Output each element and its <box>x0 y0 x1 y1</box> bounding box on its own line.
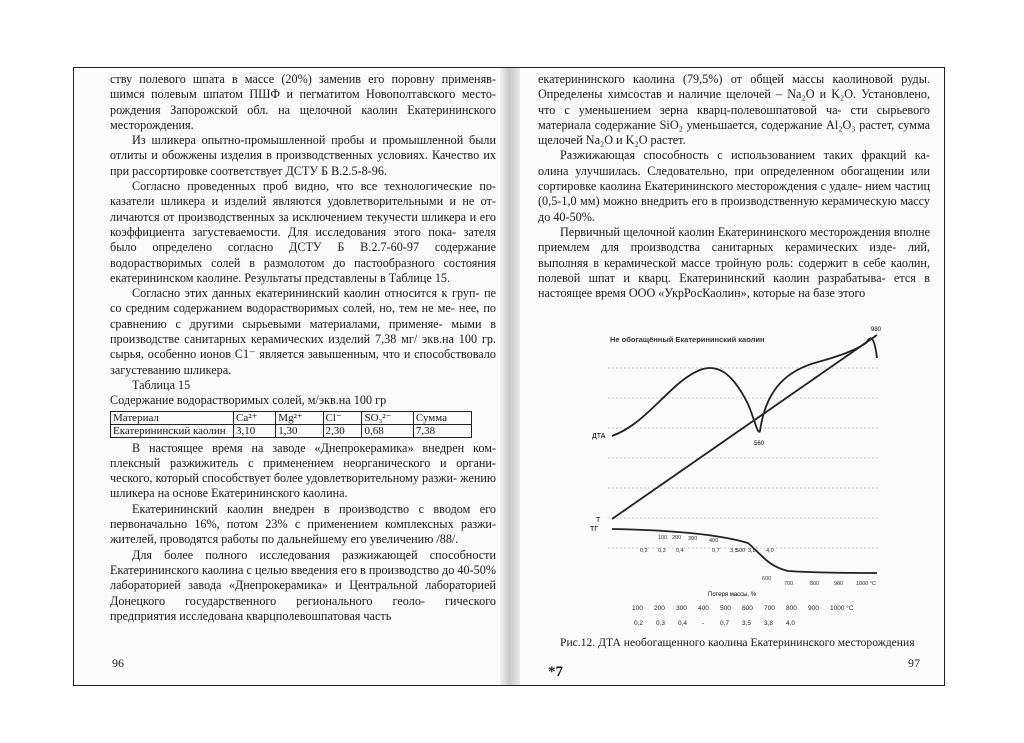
table-caption: Содержание водорастворимых солей, м/экв.на 100 гр <box>110 393 387 408</box>
x-tick-label: 1000 °C <box>830 605 854 612</box>
tg-temp-label: 900 <box>834 581 844 587</box>
paragraph: Разжижающая способность с использованием таких фракций ка- олина улучшилась. Следовательно, при определенном обогащении или сортировке каолина Екатерининского месторождения с удале- нием частиц (0,5-1,0 мм) можно внедрить его в производственную керамическую массу до 40-50%. <box>538 148 930 224</box>
x-tick-label: 300 <box>676 605 687 612</box>
paragraph: Согласно этих данных екатерининский каолин относится к груп- пе со средним содержанием водорастворимых солей, но, тем не ме- нее, по сравнению с другими сырьевыми материалами, применяе- мыми в производстве санитарных керамических изделий 7,38 мг/ экв.на 100 гр. сырья, особенно ионов С1⁻ является завышенным, что и способствовало загустеванию шликера. <box>110 286 496 377</box>
tg-top-label: 0,3 <box>658 548 666 554</box>
paragraph: В настоящее время на заводе «Днепрокерамика» внедрен ком- плексный разжижитель с применением неорганического и органи- ческого, который способствует более удовлетворительному разжи- жению шликера на основе Екатерининского каолина. <box>110 440 496 501</box>
table-header-cell: Сумма <box>413 411 471 424</box>
mass-loss-value: 3,5 <box>742 620 752 627</box>
left-page <box>110 72 496 624</box>
x-tick-label: 100 <box>632 605 643 612</box>
tg-temp-label: 1000 °C <box>856 581 876 587</box>
salts-table <box>110 411 472 438</box>
x-tick-label: 800 <box>786 605 797 612</box>
table-header-cell: Mg²⁺ <box>276 411 323 424</box>
tg-temp-label: 400 <box>709 538 719 544</box>
paragraph: Первичный щелочной каолин Екатерининского месторождения вполне приемлем для производства санитарных керамических изде- лий, выполняя в керамической массе тройную роль: содержит в себе каолин, полевой шпат и кварц. Екатерининский каолин разрабатыва- ется в настоящее время ООО «УкрРосКаолин», которые на базе этого <box>538 224 930 301</box>
mass-loss-value: 0,7 <box>720 620 730 627</box>
x-tick-label: 600 <box>742 605 753 612</box>
table-title: Таблица 15 <box>132 377 191 392</box>
table-cell: 7,38 <box>413 424 471 437</box>
mass-loss-value: 3,8 <box>764 620 774 627</box>
tg-temp-label: 600 <box>762 576 772 582</box>
tg-top-labels <box>640 548 774 554</box>
margin-mark: *7 <box>548 664 563 680</box>
x-tick-label: 400 <box>698 605 709 612</box>
paragraph: ству полевого шпата в массе (20%) заменив его поровну применяв- шимся полевым шпатом ПШФ и пегматитом Новополтавского место- рождения Запорожской обл. на щелочной каолин Екатерининского месторождения. <box>110 72 496 132</box>
tg-top-label: 4,0 <box>766 548 774 554</box>
tg-temp-label: 200 <box>672 535 682 541</box>
table-row <box>111 424 472 437</box>
paragraph: екатерининского каолина (79,5%) от общей массы каолиновой руды. Определены химсостав и наличие щелочей – Na₂O и K₂O. Установлено, что с уменьшением зерна кварц-полевошпатовой ча- сти сырьевого материала содержание SiO₂ уменьшается, содержание Al₂O₃ растет, сумма щелочей Na₂O и K₂O растет. <box>538 72 930 148</box>
tg-top-label: 0,7 <box>712 548 720 554</box>
tg-top-label: 3,5 <box>730 548 738 554</box>
mass-loss-value: 4,0 <box>786 620 796 627</box>
temperature-series-label: T <box>596 517 601 524</box>
tg-series-label: TГ <box>590 526 599 533</box>
table-cell: Екатерининский каолин <box>111 424 234 437</box>
paragraph: Из шликера опытно-промышленной пробы и промышленной были отлиты и обожжены изделия в производственных условиях. Качество их при рассортировке соответствует ДСТУ Б В.2.5-8-96. <box>110 133 496 178</box>
tg-temp-label: 700 <box>784 581 794 587</box>
table-cell: 3,10 <box>234 424 276 437</box>
paragraph: Для более полного исследования разжижающей способности Екатерининского каолина с целью введения его в производство до 40-50% лабораторией завода «Днепрокерамика» и Центральной лабораторией Донецкого государственного регионального геоло- гического предприятия исследована кварцполевошпатовая часть <box>110 547 496 623</box>
right-page <box>538 72 930 301</box>
dta-chart <box>588 318 898 630</box>
table-cell: 2,30 <box>323 424 362 437</box>
table-header-cell: Cl⁻ <box>323 411 362 424</box>
figure-caption: Рис.12. ДТА необогащенного каолина Екатерининского месторождения <box>560 636 915 649</box>
table-cell: 0,68 <box>362 424 413 437</box>
dta-curve <box>612 338 877 436</box>
paragraph: Согласно проведенных проб видно, что все технологические по- казатели шликера и изделий являются удовлетворительными и не от- личаются от производственных за исключением текучести шликера и его коэффициента загустеваемости. Для исследования этого пока- зателя было определено согласно ДСТУ Б В.2.7-60-97 содержание водорастворимых солей в размолотом до пастообразного состояния екатерининском каолине. Результаты представлены в Таблице 15. <box>110 179 496 285</box>
table-header-cell: Материал <box>111 411 234 424</box>
chart-x-label: Потеря массы, % <box>708 592 757 598</box>
tg-temp-label: 500 <box>736 548 746 554</box>
mass-loss-values <box>634 620 795 627</box>
mass-loss-value: 0,3 <box>656 620 666 627</box>
tg-top-label: 3,8 <box>748 548 756 554</box>
chart-x-ticks <box>632 604 854 612</box>
paragraph: Екатерининский каолин внедрен в производство с вводом его первоначально 16%, потом 23% с применением комплексных разжи- жителей, проводятся работы по дальнейшему его увеличению /88/. <box>110 501 496 547</box>
tg-temp-label: 800 <box>810 581 820 587</box>
page-number-right: 97 <box>908 656 920 670</box>
mass-loss-value: - <box>702 620 705 627</box>
tg-temp-label: 100 <box>658 535 668 541</box>
table-cell: 1,30 <box>276 424 323 437</box>
temperature-line <box>612 335 877 519</box>
x-tick-label: 500 <box>720 605 731 612</box>
x-tick-label: 200 <box>654 605 665 612</box>
dta-peak-label: 560 <box>754 441 765 447</box>
dta-series-label: ДТА <box>592 433 606 440</box>
dta-peak-label: 980 <box>871 327 882 333</box>
tg-temp-label: 300 <box>688 536 698 542</box>
x-tick-label: 900 <box>808 605 819 612</box>
tg-top-label: 0,4 <box>676 548 684 554</box>
table-header-row <box>111 411 472 424</box>
tg-top-label: 0,2 <box>640 548 648 554</box>
book-gutter <box>500 68 520 685</box>
table-header-cell: Ca²⁺ <box>234 411 276 424</box>
table-header-cell: SO₃²⁻ <box>362 411 413 424</box>
page-number-left: 96 <box>112 656 124 670</box>
mass-loss-value: 0,4 <box>678 620 688 627</box>
x-tick-label: 700 <box>764 605 775 612</box>
chart-title: Не обогащённый Екатерининский каолин <box>610 335 765 344</box>
mass-loss-value: 0,2 <box>634 620 644 627</box>
